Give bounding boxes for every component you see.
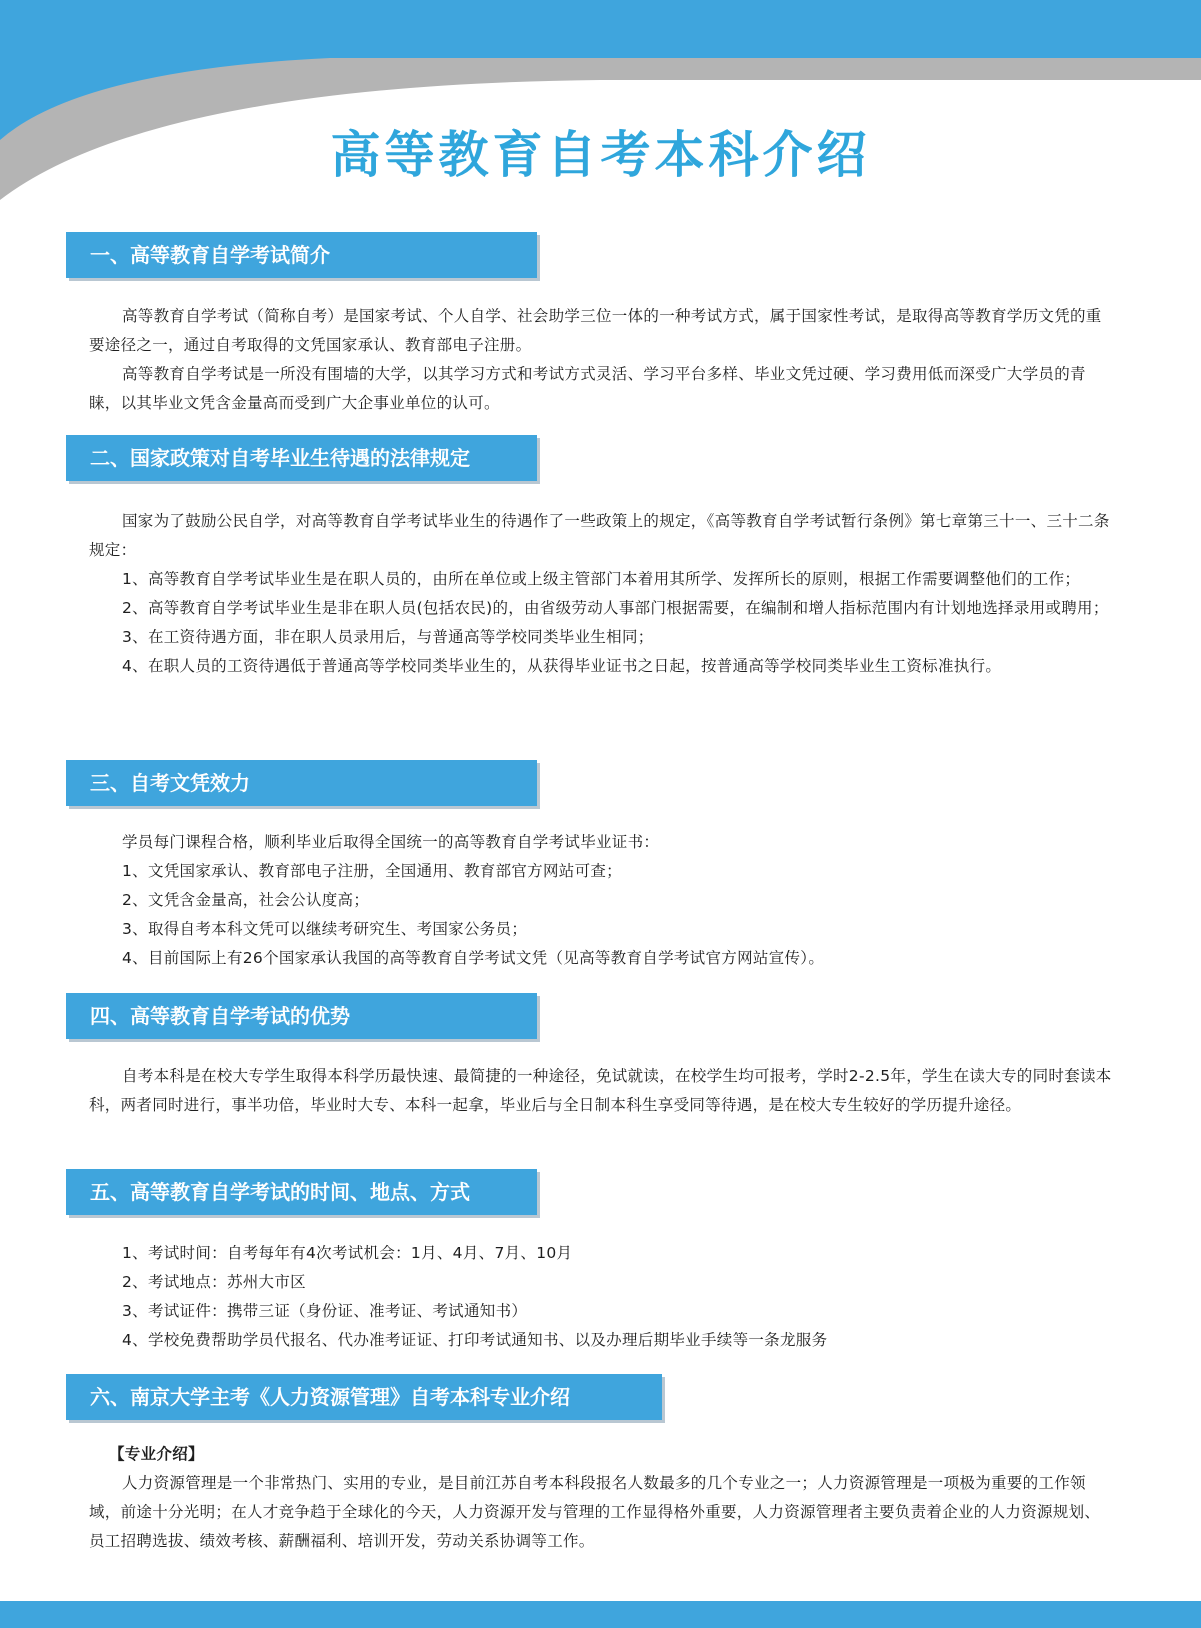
paragraph: 高等教育自学考试（简称自考）是国家考试、个人自学、社会助学三位一体的一种考试方式，属于国家性考试，是取得高等教育学历文凭的重要途径之一，通过自考取得的文凭国家承认、教育部电子注册。 <box>89 307 1102 354</box>
section-heading: 一、高等教育自学考试简介 <box>66 232 537 278</box>
section-body <box>89 1440 1115 1556</box>
list-item: 2、高等教育自学考试毕业生是非在职人员(包括农民)的，由省级劳动人事部门根据需要，在编制和增人指标范围内有计划地选择录用或聘用； <box>122 599 1109 617</box>
section-heading: 五、高等教育自学考试的时间、地点、方式 <box>66 1169 537 1215</box>
list-item: 3、取得自考本科文凭可以继续考研究生、考国家公务员； <box>122 920 528 938</box>
section-heading: 三、自考文凭效力 <box>66 760 537 806</box>
list-item: 3、在工资待遇方面，非在职人员录用后，与普通高等学校同类毕业生相同； <box>122 628 654 646</box>
section-heading: 六、南京大学主考《人力资源管理》自考本科专业介绍 <box>66 1374 662 1420</box>
section-heading: 四、高等教育自学考试的优势 <box>66 993 537 1039</box>
list-item: 1、考试时间：自考每年有4次考试机会：1月、4月、7月、10月 <box>122 1244 573 1262</box>
section-body <box>89 828 1115 973</box>
major-intro-label: 【专业介绍】 <box>109 1445 204 1463</box>
list-item: 4、学校免费帮助学员代报名、代办准考证证、打印考试通知书、以及办理后期毕业手续等一条龙服务 <box>122 1331 828 1349</box>
section-body <box>89 1239 1115 1355</box>
list-item: 2、文凭含金量高，社会公认度高； <box>122 891 370 909</box>
paragraph: 国家为了鼓励公民自学，对高等教育自学考试毕业生的待遇作了一些政策上的规定，《高等教育自学考试暂行条例》第七章第三十一、三十二条规定： <box>89 512 1110 559</box>
list-item: 2、考试地点：苏州大市区 <box>122 1273 306 1291</box>
list-item: 3、考试证件：携带三证（身份证、准考证、考试通知书） <box>122 1302 528 1320</box>
footer-bar <box>0 1601 1201 1628</box>
list-item: 1、高等教育自学考试毕业生是在职人员的，由所在单位或上级主管部门本着用其所学、发挥所长的原则，根据工作需要调整他们的工作； <box>122 570 1081 588</box>
section-body <box>89 302 1115 418</box>
section-body <box>89 1062 1115 1120</box>
section-heading: 二、国家政策对自考毕业生待遇的法律规定 <box>66 435 537 481</box>
paragraph: 学员每门课程合格，顺利毕业后取得全国统一的高等教育自学考试毕业证书： <box>122 833 660 851</box>
paragraph: 高等教育自学考试是一所没有围墙的大学，以其学习方式和考试方式灵活、学习平台多样、毕业文凭过硬、学习费用低而深受广大学员的青睐，以其毕业文凭含金量高而受到广大企事业单位的认可。 <box>89 365 1086 412</box>
list-item: 4、目前国际上有26个国家承认我国的高等教育自学考试文凭（见高等教育自学考试官方网站宣传）。 <box>122 949 825 967</box>
page-title: 高等教育自考本科介绍 <box>330 125 871 184</box>
list-item: 4、在职人员的工资待遇低于普通高等学校同类毕业生的，从获得毕业证书之日起，按普通高等学校同类毕业生工资标准执行。 <box>122 657 1002 675</box>
list-item: 1、文凭国家承认、教育部电子注册，全国通用、教育部官方网站可查； <box>122 862 622 880</box>
paragraph: 自考本科是在校大专学生取得本科学历最快速、最简捷的一种途径，免试就读，在校学生均可报考，学时2-2.5年，学生在读大专的同时套读本科，两者同时进行，事半功倍，毕业时大专、本科一起拿，毕业后与全日制本科生享受同等待遇，是在校大专生较好的学历提升途径。 <box>89 1067 1112 1114</box>
paragraph: 人力资源管理是一个非常热门、实用的专业，是目前江苏自考本科段报名人数最多的几个专业之一；人力资源管理是一项极为重要的工作领域，前途十分光明；在人才竞争趋于全球化的今天，人力资源开发与管理的工作显得格外重要，人力资源管理者主要负责着企业的人力资源规划、员工招聘选拔、绩效考核、薪酬福利、培训开发，劳动关系协调等工作。 <box>89 1474 1101 1550</box>
section-body <box>89 507 1115 681</box>
